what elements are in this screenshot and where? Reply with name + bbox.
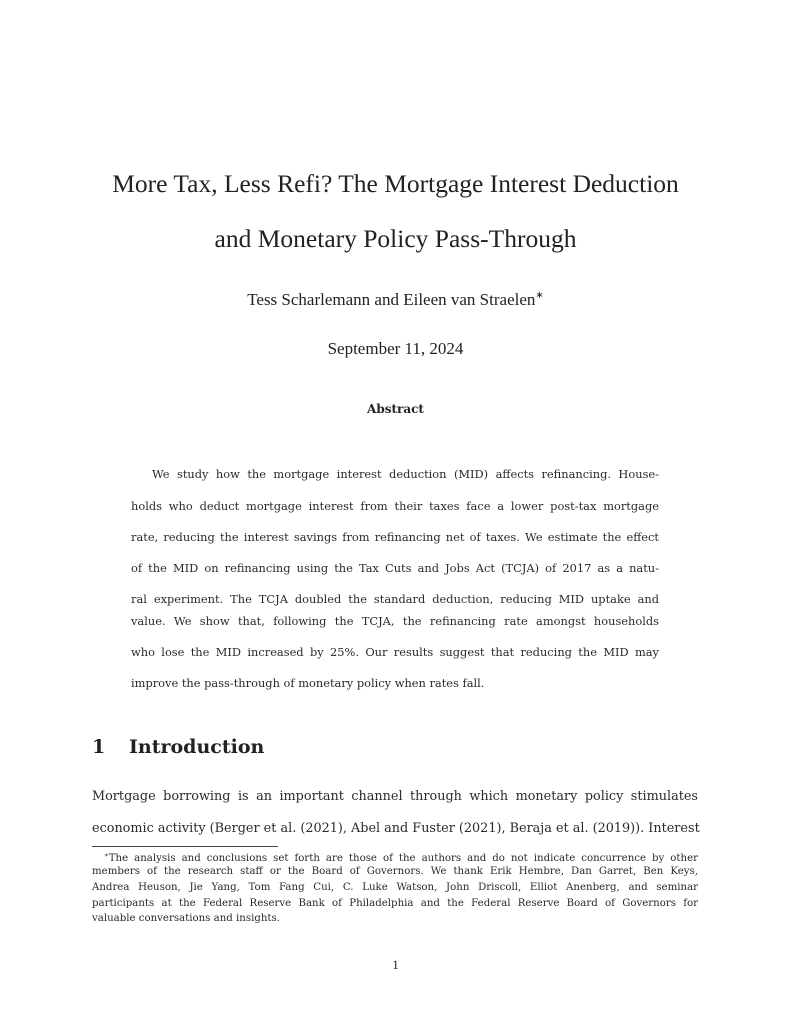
- abstract-line: who lose the MID increased by 25%. Our results suggest that reducing the MID may: [131, 645, 659, 659]
- paper-title-line-1: More Tax, Less Refi? The Mortgage Interest Deduction: [112, 169, 679, 198]
- abstract-line: value. We show that, following the TCJA, the refinancing rate amongst households: [131, 614, 659, 628]
- footnote-line: valuable conversations and insights.: [92, 913, 280, 924]
- abstract-heading: Abstract: [367, 402, 424, 416]
- footnote-rule: [92, 846, 278, 847]
- footnote-line: participants at the Federal Reserve Bank of Philadelphia and the Federal Reserve Board of Governors for: [92, 898, 698, 909]
- authors: Tess Scharlemann and Eileen van Straelen: [247, 290, 536, 309]
- abstract-line: ral experiment. The TCJA doubled the standard deduction, reducing MID uptake and: [131, 592, 659, 606]
- abstract-line: of the MID on refinancing using the Tax Cuts and Jobs Act (TCJA) of 2017 as a natu-: [131, 561, 659, 575]
- section-number: 1: [92, 736, 106, 758]
- page-number: 1: [392, 957, 399, 972]
- footnote-line: members of the research staff or the Board of Governors. We thank Erik Hembre, Dan Garret, Ben Keys,: [92, 866, 698, 877]
- section-heading: [92, 736, 264, 758]
- footnote-text: The analysis and conclusions set forth are those of the authors and do not indicate concurrence by other: [108, 853, 698, 864]
- section-title: Introduction: [129, 736, 265, 758]
- paper-title-line-2: and Monetary Policy Pass-Through: [214, 224, 577, 253]
- footnote-mark: ∗: [104, 851, 109, 859]
- abstract-line: holds who deduct mortgage interest from their taxes face a lower post-tax mortgage: [131, 499, 659, 513]
- footnote-line: Andrea Heuson, Jie Yang, Tom Fang Cui, C. Luke Watson, John Driscoll, Elliot Anenberg, and seminar: [92, 882, 698, 893]
- footnote-line: [104, 851, 698, 864]
- author-footnote-mark: ∗: [535, 290, 544, 301]
- body-text-line: Mortgage borrowing is an important channel through which monetary policy stimulates: [92, 789, 698, 804]
- abstract-line: rate, reducing the interest savings from refinancing net of taxes. We estimate the effect: [131, 530, 659, 544]
- author-line: [0, 290, 791, 310]
- body-text-line: economic activity (Berger et al. (2021), Abel and Fuster (2021), Beraja et al. (2019)). Interest: [92, 821, 700, 836]
- abstract-line: improve the pass-through of monetary policy when rates fall.: [131, 676, 485, 690]
- abstract-line: We study how the mortgage interest deduction (MID) affects refinancing. House-: [152, 467, 659, 481]
- paper-date: September 11, 2024: [327, 339, 464, 358]
